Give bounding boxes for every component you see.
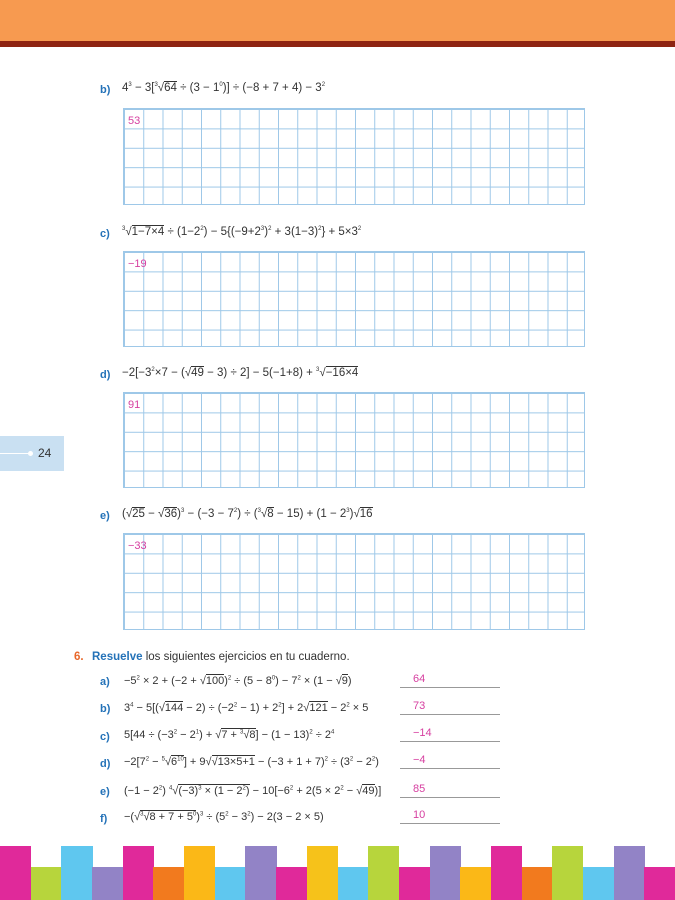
exercise-c-expression: $^3√1-7\times 4 \div (1-2^2) - 5\{(-9+2^3)^2 + 3(1-3)^2\} + 5\times 3^2$ [122, 226, 362, 238]
header-bar [0, 0, 675, 41]
q6-b-answer-line [400, 700, 500, 715]
answer-grid-d [123, 392, 585, 488]
stripe [245, 846, 276, 900]
question-6-text: los siguientes ejercicios en tu cuaderno. [142, 651, 350, 663]
stripe [92, 867, 123, 900]
q6-e-answer-line [400, 783, 500, 798]
question-6-number: 6. [74, 651, 84, 663]
answer-grid-e [123, 533, 585, 630]
stripe [0, 846, 31, 900]
stripe [61, 846, 92, 900]
q6-c-answer: −14 [413, 727, 432, 739]
q6-f-label: f) [100, 813, 108, 825]
header-underline [0, 41, 675, 47]
q6-c-answer-line [400, 727, 500, 742]
page-tab-dot [28, 451, 33, 456]
page-tab-line [0, 453, 29, 454]
decorative-stripes [0, 846, 675, 900]
stripe [307, 846, 338, 900]
answer-grid-c [123, 251, 585, 347]
answer-d: 91 [128, 399, 141, 411]
exercise-c-label: c) [100, 228, 110, 240]
stripe [460, 867, 491, 900]
exercise-d-label: d) [100, 369, 111, 381]
exercise-e-expression: $(√25 - √36)^3 - (-3 - 7^2) \div (^3√8 - 15) + (1 - 2^3)√16$ [122, 508, 373, 520]
q6-b-label: b) [100, 703, 111, 715]
exercise-b-label: b) [100, 84, 111, 96]
page-number: 24 [38, 446, 52, 460]
stripe [614, 846, 645, 900]
stripe [184, 846, 215, 900]
exercise-b-expression: $4^3 - 3[^3√64 \div (3 - 1^0)] \div (-8 + 7 + 4) - 3^2$ [122, 82, 326, 94]
exercise-d-expression: $-2[-3^2\times 7 - (√49 - 3) \div 2] - 5(-1+8) + ^3√-16\times 4$ [122, 367, 359, 379]
q6-f-expression: $-(√^3√8 + 7 + 5^0)^3 \div (5^2 - 3^2) - 2(3 - 2 \times 5)$ [124, 811, 324, 823]
page-number-tab [0, 436, 64, 471]
stripe [491, 846, 522, 900]
q6-d-expression: $-2[7^2 - ^5√6^{10}] + 9√√13\times 5+1 - (-3 + 1 + 7)^2 \div (3^2 - 2^2)$ [124, 756, 379, 768]
q6-c-expression: $5[44 \div (-3^2 - 2^1) + √7 + ^3√8] - (1 - 13)^2 \div 2^4$ [124, 729, 335, 741]
q6-b-expression: $3^4 - 5[(√144 - 2) \div (-2^2 - 1) + 2^2] + 2√121 - 2^2 \times 5$ [124, 702, 369, 714]
q6-e-answer: 85 [413, 783, 426, 795]
stripe [368, 846, 399, 900]
stripe [215, 867, 246, 900]
stripe [31, 867, 62, 900]
stripe [522, 867, 553, 900]
stripe [583, 867, 614, 900]
stripe [338, 867, 369, 900]
q6-a-label: a) [100, 676, 110, 688]
exercise-e-label: e) [100, 510, 110, 522]
stripe [552, 846, 583, 900]
stripe [153, 867, 184, 900]
answer-grid-b [123, 108, 585, 205]
answer-c: −19 [128, 258, 147, 270]
q6-b-answer: 73 [413, 700, 426, 712]
stripe [430, 846, 461, 900]
q6-a-answer-line [400, 673, 500, 688]
answer-e: −33 [128, 540, 147, 552]
q6-a-answer: 64 [413, 673, 426, 685]
q6-e-label: e) [100, 786, 110, 798]
stripe [644, 867, 675, 900]
q6-a-expression: $-5^2 \times 2 + (-2 + √100)^2 \div (5 - 8^0) - 7^2 \times (1 - √9)$ [124, 675, 352, 687]
q6-d-answer-line [400, 754, 500, 769]
stripe [276, 867, 307, 900]
q6-f-answer-line [400, 809, 500, 824]
question-6-verb: Resuelve [92, 651, 143, 663]
q6-c-label: c) [100, 731, 110, 743]
question-6-instruction [92, 651, 350, 663]
q6-e-expression: $(-1 - 2^2)$ $^4√(-3)^3 \times (1 - 2^2) - 10[-6^2 + 2(5 \times 2^2 - √49)]$ [124, 785, 382, 797]
q6-d-answer: −4 [413, 754, 426, 766]
q6-f-answer: 10 [413, 809, 426, 821]
stripe [123, 846, 154, 900]
stripe [399, 867, 430, 900]
q6-d-label: d) [100, 758, 111, 770]
answer-b: 53 [128, 115, 141, 127]
